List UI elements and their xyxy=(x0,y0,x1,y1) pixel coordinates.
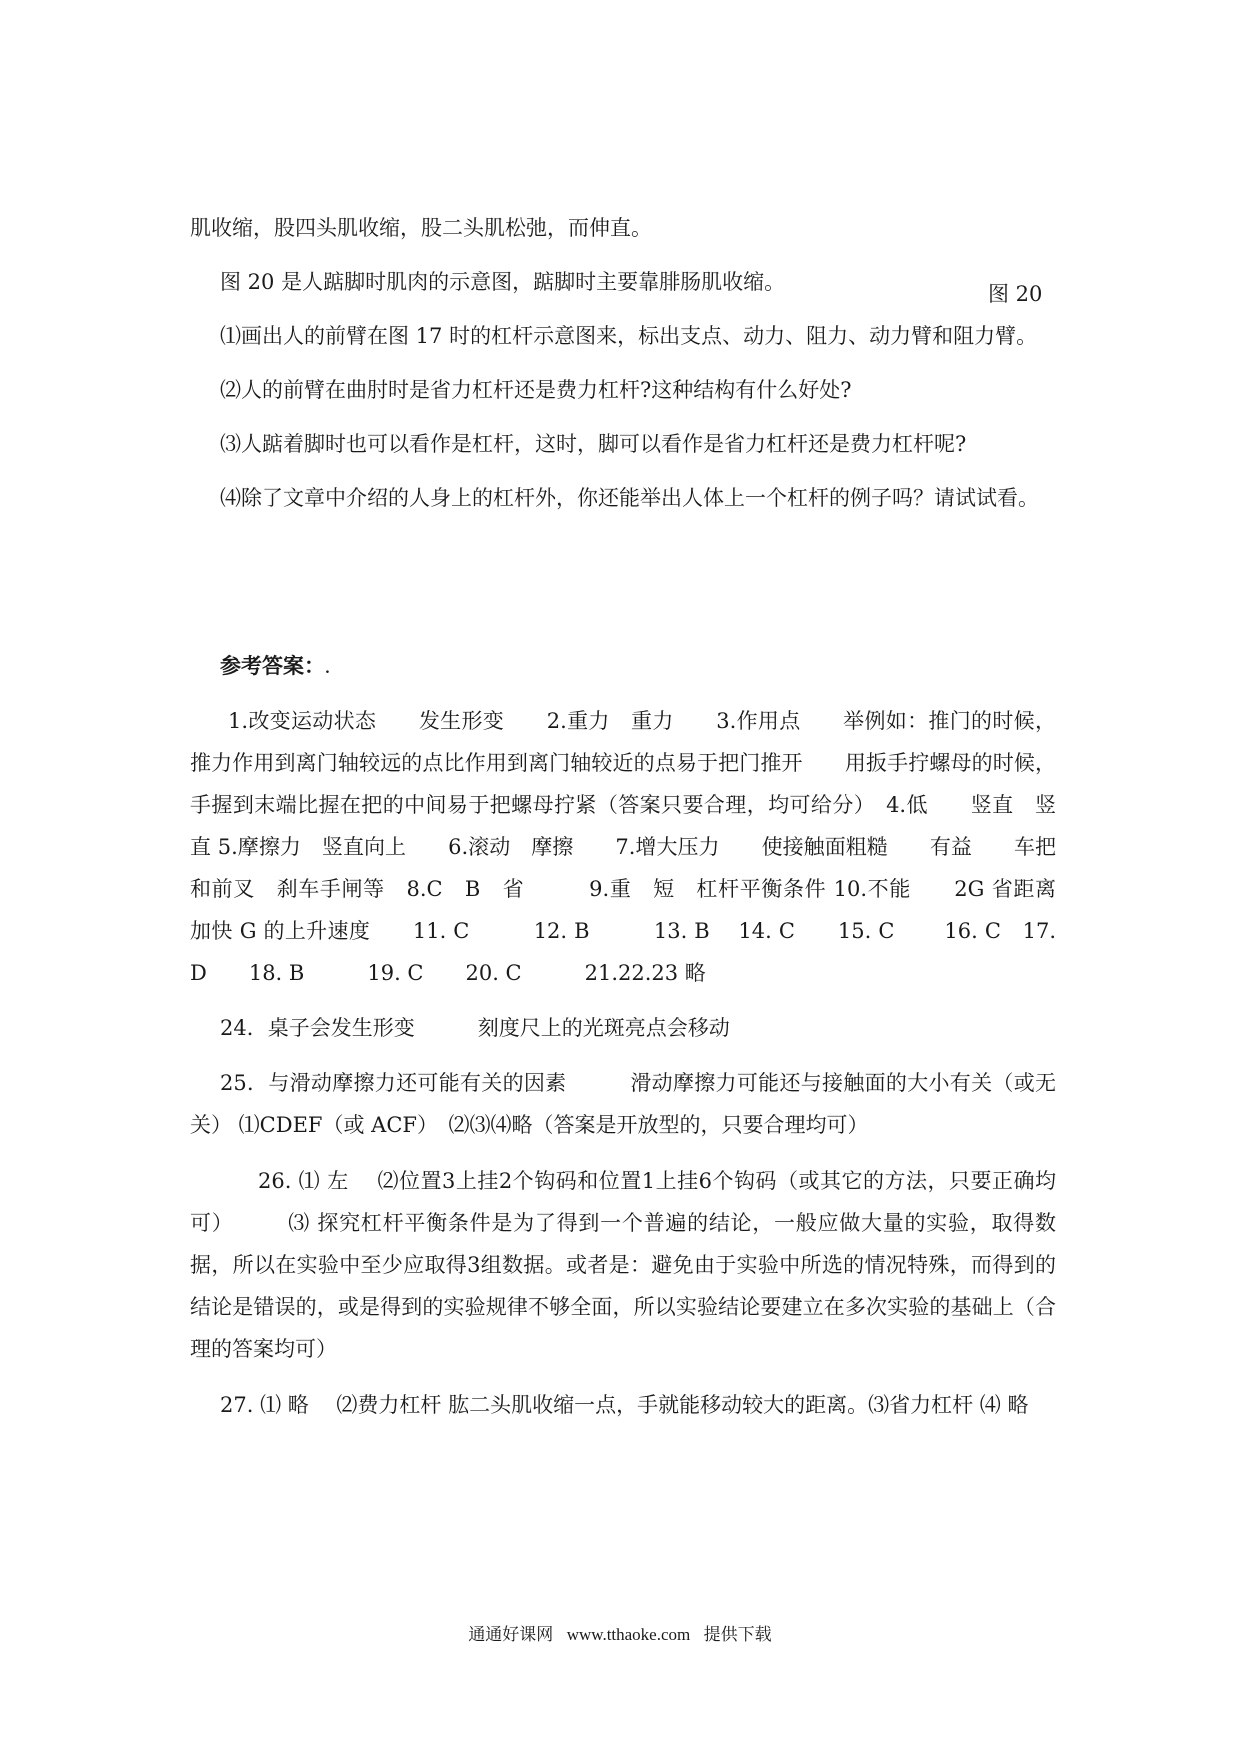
question-3: ⑶人踮着脚时也可以看作是杠杆，这时，脚可以看作是省力杠杆还是费力杠杆呢? xyxy=(220,432,967,456)
question-1: ⑴画出人的前臂在图 17 时的杠杆示意图来，标出支点、动力、阻力、动力臂和阻力臂。 xyxy=(220,324,1038,348)
answer-24: 24．桌子会发生形变 刻度尺上的光斑亮点会移动 xyxy=(220,1016,730,1040)
figure-20-intro: 图 20 是人踮脚时肌肉的示意图，踮脚时主要靠腓肠肌收缩。 xyxy=(220,270,786,294)
answer-25: 25．与滑动摩擦力还可能有关的因素 滑动摩擦力可能还与接触面的大小有关（或无关） ⑴CDEF（或 ACF） ⑵⑶⑷略（答案是开放型的，只要合理均可） xyxy=(190,1071,1056,1137)
answers-heading-text: 参考答案： xyxy=(220,653,325,678)
answer-27: 27. ⑴ 略 ⑵费力杠杆 肱二头肌收缩一点，手就能移动较大的距离。⑶省力杠杆 ⑷ 略 xyxy=(220,1393,1029,1417)
answers-1-to-23: 1.改变运动状态 发生形变 2.重力 重力 3.作用点 举例如：推门的时候，推力作用到离门轴较远的点比作用到离门轴较近的点易于把门推开 用扳手拧螺母的时候，手握到末端比握在把的中间易于把螺母拧紧（答案只要合理，均可给分） 4.低 竖直 竖直 5.摩擦力 竖直向上 6.滚动 摩擦 7.增大压力 使接触面粗糙 有益 车把和前叉 刹车手闸等 8.C B 省 9.重 短 杠杆平衡条件 10.不能 2G 省距离 加快 G 的上升速度 11. C 12. B 13. B 14. C 15. C 16. C 17. D 18. B 19. C 20. C 21.22.23 略 xyxy=(190,709,1098,985)
figure-20-label: 图 20 xyxy=(988,282,1043,306)
footer-url: www.tthaoke.com xyxy=(566,1625,691,1644)
page-footer xyxy=(0,1620,1240,1645)
answers-heading xyxy=(220,652,330,683)
footer-site-name: 通通好课网 xyxy=(468,1625,554,1645)
footer-suffix: 提供下载 xyxy=(703,1625,772,1645)
question-2: ⑵人的前臂在曲肘时是省力杠杆还是费力杠杆?这种结构有什么好处? xyxy=(220,378,852,402)
question-4: ⑷除了文章中介绍的人身上的杠杆外，你还能举出人体上一个杠杆的例子吗？请试试看。 xyxy=(220,486,1039,510)
paragraph-continuation: 肌收缩，股四头肌收缩，股二头肌松弛，而伸直。 xyxy=(190,216,652,240)
answer-26: 26. ⑴ 左 ⑵位置3上挂2个钩码和位置1上挂6个钩码（或其它的方法，只要正确均可） ⑶ 探究杠杆平衡条件是为了得到一个普遍的结论，一般应做大量的实验，取得数据，所以在实验中至少应取得3组数据。或者是：避免由于实验中所选的情况特殊，而得到的结论是错误的，或是得到的实验规律不够全面，所以实验结论要建立在多次实验的基础上（合理的答案均可） xyxy=(190,1169,1056,1361)
answers-heading-mark: . xyxy=(325,661,330,677)
